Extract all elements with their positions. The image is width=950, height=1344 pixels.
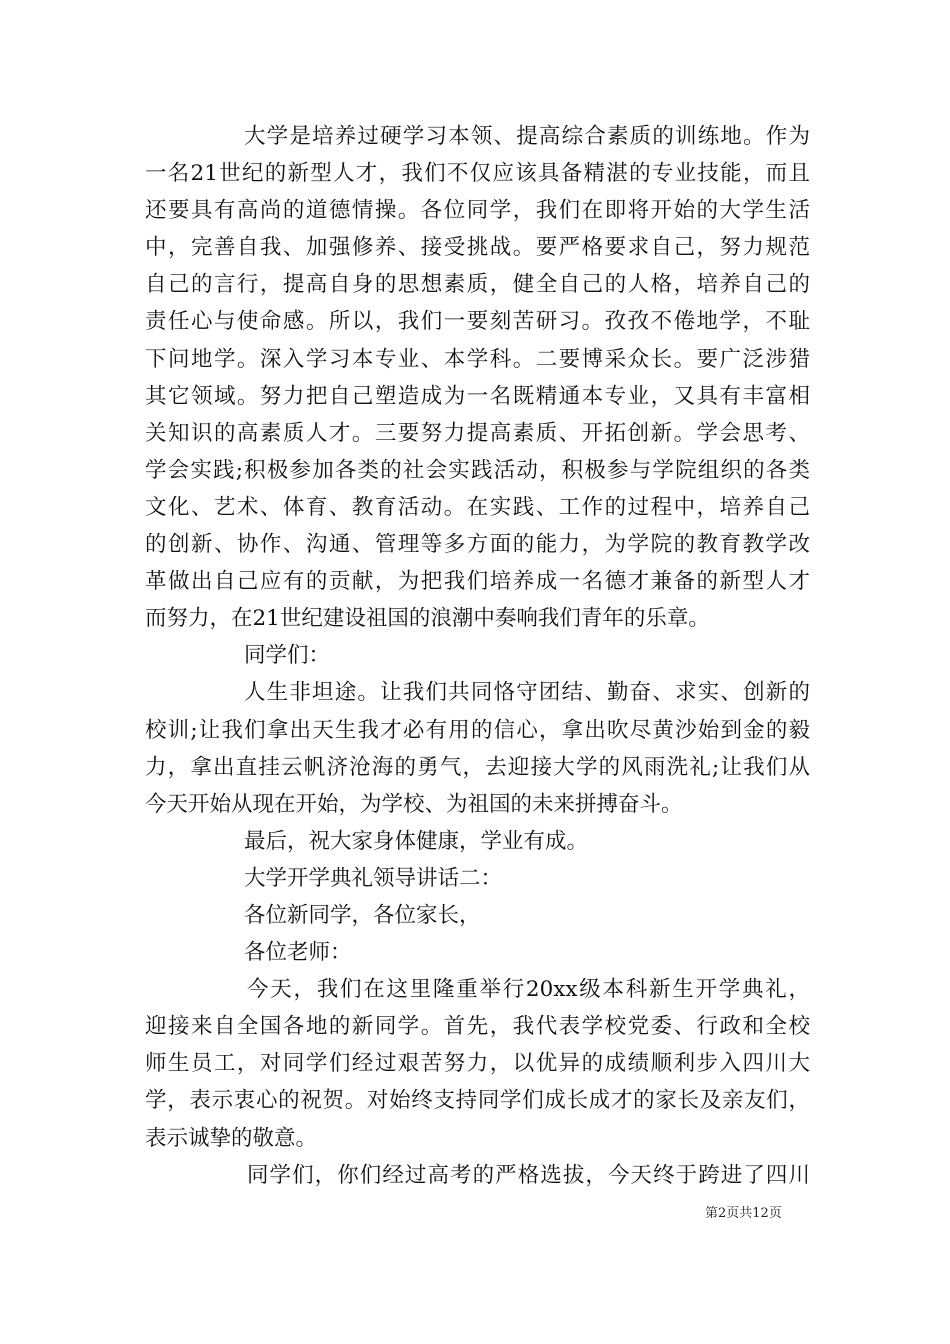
text-line: 其它领域。努力把自己塑造成为一名既精通本专业，又具有丰富相 — [145, 383, 810, 409]
text-line: 学，表示衷心的祝贺。对始终支持同学们成长成才的家长及亲友们， — [145, 1088, 810, 1114]
text-line: 一名21世纪的新型人才，我们不仅应该具备精湛的专业技能，而且 — [145, 161, 810, 187]
text-line: 革做出自己应有的贡献，为把我们培养成一名德才兼备的新型人才 — [145, 569, 810, 595]
text-line: 的创新、协作、沟通、管理等多方面的能力，为学院的教育教学改 — [145, 532, 810, 558]
text-line: 关知识的高素质人才。三要努力提高素质、开拓创新。学会思考、 — [145, 420, 810, 446]
text-line: 今天，我们在这里隆重举行20xx级本科新生开学典礼， — [247, 977, 810, 1003]
text-line: 今天开始从现在开始，为学校、为祖国的未来拼搏奋斗。 — [145, 791, 683, 817]
text-line: 大学是培养过硬学习本领、提高综合素质的训练地。作为 — [244, 124, 810, 149]
salutation: 各位新同学，各位家长， — [244, 902, 481, 928]
text-line: 校训;让我们拿出天生我才必有用的信心，拿出吹尽黄沙始到金的毅 — [145, 717, 810, 743]
text-line: 中，完善自我、加强修养、接受挑战。要严格要求自己，努力规范 — [145, 235, 810, 261]
text-line: 而努力，在21世纪建设祖国的浪潮中奏响我们青年的乐章。 — [145, 606, 710, 632]
text-line: 文化、艺术、体育、教育活动。在实践、工作的过程中，培养自己 — [145, 494, 810, 520]
section-heading: 大学开学典礼领导讲话二： — [244, 865, 503, 891]
text-line: 学会实践;积极参加各类的社会实践活动，积极参与学院组织的各类 — [145, 457, 810, 483]
page-number: 第2页共12页 — [705, 1206, 782, 1221]
salutation: 各位老师： — [244, 940, 352, 966]
text-line: 同学们，你们经过高考的严格选拔，今天终于跨进了四川 — [247, 1162, 810, 1188]
text-line: 责任心与使命感。所以，我们一要刻苦研习。孜孜不倦地学，不耻 — [145, 309, 810, 335]
document-body — [145, 118, 810, 1194]
text-line: 下问地学。深入学习本专业、本学科。二要博采众长。要广泛涉猎 — [145, 346, 810, 372]
text-line: 力，拿出直挂云帆济沧海的勇气，去迎接大学的风雨洗礼;让我们从 — [145, 754, 810, 780]
text-line: 迎接来自全国各地的新同学。首先，我代表学校党委、行政和全校 — [145, 1014, 810, 1040]
text-line: 还要具有高尚的道德情操。各位同学，我们在即将开始的大学生活 — [145, 198, 810, 224]
text-line: 最后，祝大家身体健康，学业有成。 — [244, 828, 589, 854]
text-line: 自己的言行，提高自身的思想素质，健全自己的人格，培养自己的 — [145, 272, 810, 298]
text-line: 师生员工，对同学们经过艰苦努力，以优异的成绩顺利步入四川大 — [145, 1051, 810, 1077]
text-line: 表示诚挚的敬意。 — [145, 1125, 318, 1151]
salutation: 同学们： — [244, 643, 331, 669]
text-line: 人生非坦途。让我们共同恪守团结、勤奋、求实、创新的 — [244, 680, 810, 706]
